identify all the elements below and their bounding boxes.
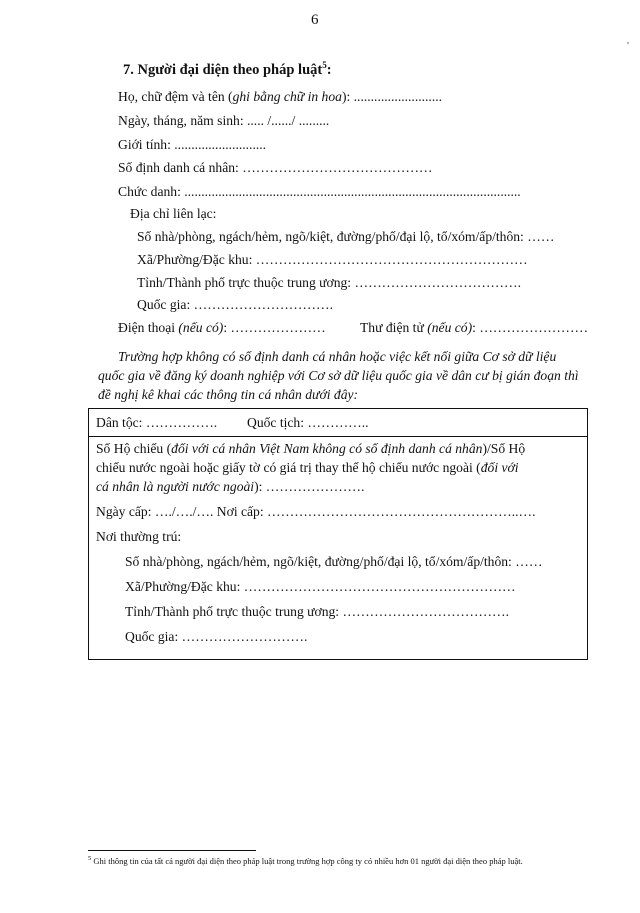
nationality-field: Quốc tịch: ………….. [247, 415, 369, 430]
residence-province-field: Tỉnh/Thành phố trực thuộc trung ương: ………………………………. [125, 604, 510, 619]
full-name-label: Họ, chữ đệm và tên ( [118, 89, 233, 104]
footnote-ref: 5 [322, 60, 327, 70]
ethnicity-field: Dân tộc: ……………. [96, 415, 218, 430]
phone-blank: : ………………… [223, 320, 326, 335]
footnote-marker: 5 [88, 855, 92, 862]
gender-field: Giới tính: ........................... [118, 137, 267, 152]
full-name-blank: ): .......................... [341, 89, 443, 104]
footnote-rule [88, 850, 256, 851]
passport-line-1 [96, 440, 525, 458]
section-heading-text: 7. Người đại diện theo pháp luật [123, 61, 323, 78]
residence-label: Nơi thường trú: [96, 529, 182, 544]
box-divider [89, 436, 587, 437]
contact-ward-field: Xã/Phường/Đặc khu: …………………………………………………… [137, 252, 528, 267]
page-number: 6 [311, 12, 319, 28]
email-blank: : …………………… [472, 320, 589, 335]
section-heading: 7. Người đại diện theo pháp luật$^5$: [123, 60, 332, 78]
email-label: Thư điện tử [360, 320, 428, 335]
personal-id-field: Số định danh cá nhân: …………………………………… [118, 160, 433, 175]
issue-field: Ngày cấp: …./…./…. Nơi cấp: ………………………………………………..…. [96, 504, 536, 519]
passport-blank: ): …………………. [254, 479, 365, 494]
residence-ward-field: Xã/Phường/Đặc khu: …………………………………………………… [125, 579, 516, 594]
phone-field [118, 319, 326, 337]
contact-house-no-field: Số nhà/phòng, ngách/hẻm, ngõ/kiệt, đường/phố/đại lộ, tổ/xóm/ấp/thôn: …… [137, 229, 555, 244]
passport-line-2 [96, 459, 519, 477]
personal-info-box [88, 408, 588, 660]
passport-hint-foreign-a: đối với [480, 460, 519, 475]
full-name-field [118, 88, 442, 106]
instruction-note: Trường hợp không có số định danh cá nhân hoặc việc kết nối giữa Cơ sở dữ liệu quốc gia về đăng ký doanh nghiệp với Cơ sở dữ liệu quốc gia về dân cư bị gián đoạn thì đề nghị kê khai các thông tin cá nhân dưới đây: [98, 349, 579, 402]
email-hint: (nếu có) [427, 320, 473, 335]
passport-hint-vn: đối với cá nhân Việt Nam không có số định danh cá nhân [171, 441, 483, 456]
dob-field: Ngày, tháng, năm sinh: ..... /....../ ......... [118, 113, 330, 128]
residence-country-field: Quốc gia: ………………………. [125, 629, 308, 644]
footnote [88, 855, 523, 866]
passport-label: Số Hộ chiếu ( [96, 441, 172, 456]
footnote-text: Ghi thông tin của tất cả người đại diện theo pháp luật trong trường hợp công ty có nhiều hơn 01 người đại diện theo pháp luật. [91, 855, 523, 866]
residence-house-no-field: Số nhà/phòng, ngách/hẻm, ngõ/kiệt, đường/phố/đại lộ, tổ/xóm/ấp/thôn: …… [125, 554, 543, 569]
phone-hint: (nếu có) [178, 320, 224, 335]
contact-country-field: Quốc gia: …………………………. [137, 297, 333, 312]
position-field: Chức danh: ................................................................................................... [118, 184, 521, 199]
passport-hint-foreign-b: cá nhân là người nước ngoài [96, 479, 255, 494]
contact-province-field: Tỉnh/Thành phố trực thuộc trung ương: ………………………………. [137, 275, 522, 290]
email-field [360, 319, 588, 337]
passport-text: chiếu nước ngoài hoặc giấy tờ có giá trị thay thế hộ chiếu nước ngoài ( [96, 460, 481, 475]
passport-line-3 [96, 478, 364, 496]
full-name-hint: ghi bằng chữ in hoa [232, 89, 342, 104]
contact-address-label: Địa chỉ liên lạc: [130, 206, 217, 221]
corner-mark: ' [627, 40, 629, 52]
passport-label-2: )/Số Hộ [482, 441, 526, 456]
phone-label: Điện thoại [118, 320, 179, 335]
